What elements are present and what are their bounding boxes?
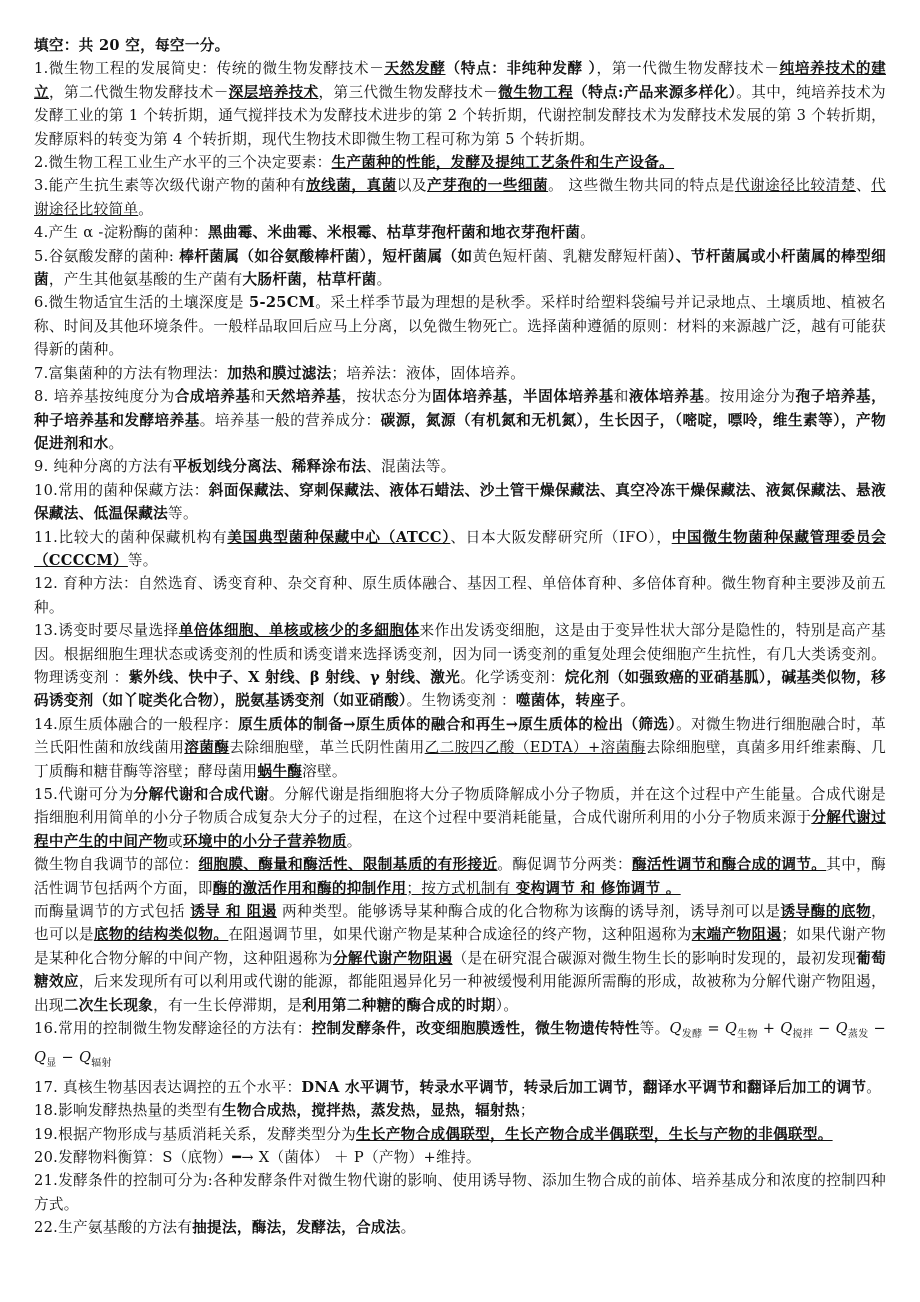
list-item bbox=[34, 291, 886, 361]
answer-text: 代谢途径比较清楚 bbox=[734, 177, 856, 195]
answer-text: 中国微生物菌种保藏管理委员会（CCCCM） bbox=[34, 528, 886, 569]
formula-subscript: 辐射 bbox=[91, 1058, 112, 1070]
item-text: 和 bbox=[613, 388, 629, 406]
item-text: 19.根据产物形成与基质消耗关系，发酵类型分为 bbox=[34, 1125, 356, 1143]
answer-text: 平板划线分离法、稀释涂布法 bbox=[172, 458, 367, 476]
answer-text: 葡萄糖效应 bbox=[34, 949, 886, 991]
answer-text: 诱导酶的底物 bbox=[780, 903, 872, 921]
list-item bbox=[34, 783, 886, 853]
item-text: 9. 纯种分离的方法有 bbox=[34, 458, 173, 476]
item-text: 其中，酶活性调节包括两个方面，即 bbox=[34, 856, 887, 897]
item-text: 。化学诱变剂： bbox=[460, 668, 565, 686]
list-item bbox=[34, 900, 886, 1017]
item-text: 。采土样季节最为理想的是秋季。采样时给塑料袋编号并记录地点、土壤质地、植被名称、时间及其他环境条件。一般样品取回后应马上分离，以免微生物死亡。选择菌种遵循的原则：材料的来源越广泛，越有可能获得新的菌种。 bbox=[34, 294, 886, 359]
item-text: 11.比较大的菌种保藏机构有 bbox=[34, 528, 228, 546]
item-text: ，按状态分为 bbox=[341, 388, 433, 406]
answer-text: 分解代谢产物阻遏 bbox=[332, 949, 453, 967]
item-text: 。其中，纯培养技术为发酵工业的第 1 个转折期，通气搅拌技术为发酵技术进步的第 2 个转折期，代谢控制发酵技术为发酵技术发展的第 3 个转折期，发酵原料的转变为第 4 个转折期，现代生物技术即微生物工程可称为第 5 个转折期。 bbox=[34, 83, 886, 148]
formula-symbol: Q bbox=[724, 1020, 738, 1038]
list-item bbox=[34, 1146, 886, 1169]
answer-text: 蜗牛酶 bbox=[257, 762, 303, 780]
item-text: ，也可以是 bbox=[34, 903, 886, 944]
item-text: 。 bbox=[400, 1219, 416, 1237]
item-text: 来作出发诱变细胞，这是由于变异性状大部分是隐性的，特别是高产基因。根据细胞生理状态或诱变剂的性质和诱变谱来选择诱变剂，因为同一诱变剂的重复处理会使细胞产生抗性，有几大类诱变剂。物理诱变剂 ： bbox=[34, 622, 886, 686]
item-list bbox=[34, 57, 886, 1239]
formula-symbol: Q bbox=[835, 1020, 848, 1038]
formula-symbol: Q bbox=[780, 1020, 793, 1038]
item-text: ，第一代微生物发酵技术－ bbox=[596, 60, 780, 78]
item-text: 5.谷氨酸发酵的菌种: bbox=[34, 247, 180, 265]
answer-text: 斜面保藏法、穿刺保藏法、液体石蜡法、沙土管干燥保藏法、真空冷冻干燥保藏法、液氮保藏法、悬液保藏法、低温保藏法 bbox=[34, 481, 886, 523]
item-text: （是在研究混合碳源对微生物生长的影响时发现的，最初发现 bbox=[452, 949, 857, 967]
list-item bbox=[34, 619, 886, 713]
item-text: 。 bbox=[620, 692, 636, 710]
item-text: 21.发酵条件的控制可分为:各种发酵条件对微生物代谢的影响、使用诱导物、添加生物合成的前体、培养基成分和浓度的控制四种方式。 bbox=[34, 1172, 886, 1213]
list-item bbox=[34, 455, 886, 478]
item-text: 3.能产生抗生素等次级代谢产物的菌种有 bbox=[34, 177, 306, 195]
answer-text: ； bbox=[406, 879, 422, 897]
formula-symbol: Q bbox=[669, 1020, 682, 1038]
item-text: 等。 bbox=[168, 505, 198, 523]
answer-text: 深层培养技术 bbox=[228, 83, 319, 101]
list-item bbox=[34, 526, 886, 573]
item-text: 22.生产氨基酸的方法有 bbox=[34, 1219, 193, 1237]
answer-text: 加热和膜过滤法 bbox=[227, 364, 332, 382]
list-item bbox=[34, 572, 886, 619]
item-text: ，后来发现所有可以利用或代谢的能源，都能阻遏异化另一种被缓慢利用能源所需酶的形成，故被称为分解代谢产物阻遏，出现 bbox=[34, 973, 886, 1014]
list-item bbox=[34, 221, 886, 244]
item-text: 。 bbox=[866, 1078, 882, 1096]
item-text: 和 bbox=[250, 388, 266, 406]
document-heading: 填空：共 20 空，每空一分。 bbox=[34, 37, 230, 54]
list-item bbox=[34, 151, 886, 174]
item-text: 黄色短杆菌、乳糖发酵短杆菌 bbox=[472, 247, 668, 265]
item-text: 7.富集菌种的方法有物理法： bbox=[34, 364, 228, 382]
answer-text: ）、节杆菌属或小杆菌属的棒型细菌 bbox=[34, 247, 887, 289]
item-text: 等。 bbox=[127, 551, 158, 569]
list-item bbox=[34, 1076, 886, 1099]
formula-operator: = bbox=[702, 1020, 725, 1038]
answer-text: 诱导 和 阻遏 bbox=[190, 903, 277, 921]
item-text: 、 bbox=[855, 177, 872, 195]
item-text: 等。 bbox=[639, 1020, 670, 1038]
answer-text: 孢子培养基，种子培养基和发酵培养基 bbox=[34, 388, 886, 429]
answer-text: 棒杆菌属（如谷氨酸棒杆菌），短杆菌属（如 bbox=[179, 247, 473, 265]
answer-text: 末端产物阻遏 bbox=[691, 926, 782, 944]
item-text: 13.诱变时要尽量选择 bbox=[34, 622, 179, 640]
formula-operator: − bbox=[56, 1049, 79, 1067]
answer-text: DNA 水平调节，转录水平调节，转录后加工调节，翻译水平调节和翻译后加工的调节 bbox=[301, 1078, 867, 1096]
item-text: ，第三代微生物发酵技术－ bbox=[318, 83, 499, 101]
list-item bbox=[34, 385, 886, 455]
item-text: 18.影响发酵热热量的类型有 bbox=[34, 1102, 222, 1120]
item-text: 微生物自我调节的部位： bbox=[34, 856, 199, 874]
answer-text: 变构调节 和 修饰调节 。 bbox=[515, 879, 681, 897]
answer-text: 代谢途径比较简单 bbox=[34, 177, 886, 218]
answer-text: 底物的结构类似物。 bbox=[93, 926, 229, 944]
formula-operator: + bbox=[757, 1020, 781, 1038]
list-item bbox=[34, 713, 886, 783]
item-text: 溶壁。 bbox=[302, 762, 347, 780]
answer-text: 天然发酵 bbox=[384, 60, 446, 78]
item-text: 2.微生物工程工业生产水平的三个决定要素： bbox=[34, 154, 332, 172]
answer-text: 溶菌酶 bbox=[184, 739, 230, 757]
item-text: 。按用途分为 bbox=[704, 388, 796, 406]
answer-text: 按方式机制有 bbox=[421, 879, 516, 897]
item-text: 在阻遏调节里，如果代谢产物是某种合成途径的终产物，这种阻遏称为 bbox=[228, 926, 692, 944]
list-item bbox=[34, 853, 886, 900]
item-text: 8. 培养基按纯度分为 bbox=[34, 388, 175, 406]
item-text: 或 bbox=[168, 832, 183, 850]
answer-text: 大肠杆菌，枯草杆菌 bbox=[242, 271, 377, 289]
answer-text: 细胞膜、酶量和酶活性、限制基质的有形接近 bbox=[198, 856, 498, 874]
item-text: 20.发酵物料衡算：S（底物）━→ X（菌体） ＋ P（产物）+维持。 bbox=[34, 1148, 481, 1166]
item-text: 1.微生物工程的发展简史：传统的微生物发酵技术－ bbox=[34, 60, 385, 78]
answer-text: 美国典型菌种保藏中心（ATCC） bbox=[227, 528, 451, 546]
answer-text: 固体培养基，半固体培养基 bbox=[432, 388, 614, 406]
formula-subscript: 搅拌 bbox=[792, 1028, 814, 1040]
list-item bbox=[34, 479, 886, 526]
answer-text: 5-25CM bbox=[249, 294, 316, 312]
answer-text: 分解代谢和合成代谢 bbox=[133, 786, 270, 803]
answer-text: 烷化剂（如强致癌的亚硝基胍），碱基类似物，移码诱变剂（如丫啶类化合物），脱氨基诱变剂（如亚硝酸） bbox=[34, 668, 886, 710]
answer-text: （特点:产品来源多样化） bbox=[573, 83, 737, 101]
item-text: 17. 真核生物基因表达调控的五个水平： bbox=[34, 1078, 302, 1096]
list-item bbox=[34, 1216, 886, 1239]
item-text: ）。 bbox=[495, 996, 519, 1014]
item-text: 。生物诱变剂 ： bbox=[406, 692, 516, 710]
item-text: 。 bbox=[138, 200, 154, 218]
answer-text: 利用第二种糖的酶合成的时期 bbox=[302, 996, 496, 1014]
item-text: ，第二代微生物发酵技术－ bbox=[48, 83, 229, 101]
list-item bbox=[34, 1169, 886, 1216]
list-item bbox=[34, 362, 886, 385]
answer-text: 生物合成热，搅拌热，蒸发热，显热，辐射热 bbox=[221, 1102, 520, 1120]
answer-text: 分解代谢过程中产生的中间产物 bbox=[34, 809, 886, 850]
item-text: 两种类型。能够诱导某种酶合成的化合物称为该酶的诱导剂，诱导剂可以是 bbox=[276, 903, 781, 921]
answer-text: （特点：非纯种发酵 ） bbox=[445, 60, 597, 78]
item-text: 。酶促调节分两类： bbox=[497, 856, 632, 874]
item-text: 12. 育种方法：自然选育、诱变育种、杂交育种、原生质体融合、基因工程、单倍体育种、多倍体育种。微生物育种主要涉及前五种。 bbox=[34, 575, 886, 616]
item-text: 14.原生质体融合的一般程序： bbox=[34, 715, 239, 733]
answer-text: 噬菌体，转座子 bbox=[515, 692, 621, 710]
item-text: ；培养法：液体，固体培养。 bbox=[331, 364, 526, 382]
answer-text: 产芽孢的一些细菌 bbox=[427, 177, 549, 195]
answer-text: 生产菌种的性能，发酵及提纯工艺条件和生产设备。 bbox=[331, 154, 675, 172]
item-text: 去除细胞壁，真菌多用纤维素酶、几丁质酶和糖苷酶等溶壁；酵母菌用 bbox=[34, 739, 886, 780]
answer-text: 紫外线、快中子、X 射线、β 射线、γ 射线、激光 bbox=[128, 668, 461, 686]
answer-text: 碳源，氮源（有机氮和无机氮），生长因子，（嘧啶，嘌呤，维生素等），产物促进剂和水 bbox=[34, 411, 886, 452]
answer-text: 抽提法，酶法，发酵法，合成法 bbox=[192, 1219, 401, 1237]
item-text: 、混菌法等。 bbox=[366, 458, 456, 476]
answer-text: 黑曲霉、米曲霉、米根霉、枯草芽孢杆菌和地衣芽孢杆菌 bbox=[207, 224, 581, 242]
item-text: ；如果代谢产物是某种化合物分解的中间产物，这种阻遏称为 bbox=[34, 926, 886, 967]
list-item bbox=[34, 1123, 886, 1146]
formula-symbol: Q bbox=[78, 1049, 92, 1067]
answer-text: 生长产物合成偶联型，生长产物合成半偶联型，生长与产物的非偶联型。 bbox=[356, 1125, 833, 1143]
item-text: 6.微生物适宜生活的土壤深度是 bbox=[34, 294, 250, 312]
answer-text: 液体培养基 bbox=[628, 388, 705, 406]
item-text: 。 bbox=[580, 224, 596, 242]
item-text: 10.常用的菌种保藏方法： bbox=[34, 481, 209, 499]
answer-text: 酶活性调节和酶合成的调节。 bbox=[631, 856, 827, 874]
item-text: 去除细胞壁，革兰氏阴性菌用 bbox=[229, 739, 425, 757]
item-text: 、日本大阪发酵研究所（IFO）， bbox=[450, 528, 672, 546]
answer-text: 环境中的小分子营养物质 bbox=[182, 832, 347, 850]
item-text: 。培养基一般的营养成分： bbox=[199, 411, 381, 429]
item-text: 而酶量调节的方式包括 bbox=[34, 903, 191, 921]
item-text: 。 这些微生物共同的特点是 bbox=[548, 177, 735, 195]
item-text: 4.产生 α -淀粉酶的菌种： bbox=[34, 224, 208, 242]
item-text: 。 bbox=[108, 434, 124, 452]
answer-text: 天然培养基 bbox=[265, 388, 342, 406]
item-text: 。对微生物进行细胞融合时，革兰氏阳性菌和放线菌用 bbox=[34, 715, 886, 757]
answer-text: 乙二胺四乙酸（EDTA）+溶菌酶 bbox=[424, 739, 646, 757]
answer-text: 合成培养基 bbox=[174, 388, 251, 406]
formula-subscript: 发酵 bbox=[681, 1028, 703, 1040]
formula-subscript: 蒸发 bbox=[847, 1028, 869, 1040]
formula-subscript: 生物 bbox=[737, 1028, 758, 1040]
item-text: ，有一生长停滞期，是 bbox=[153, 996, 303, 1014]
answer-text: 控制发酵条件，改变细胞膜透性，微生物遗传特性 bbox=[311, 1020, 640, 1038]
formula-subscript: 显 bbox=[46, 1058, 57, 1070]
formula-operator: − bbox=[813, 1020, 836, 1038]
item-text: 以及 bbox=[396, 177, 428, 195]
list-item bbox=[34, 245, 886, 292]
item-text: ，产生其他氨基酸的生产菌有 bbox=[48, 271, 243, 289]
answer-text: 放线菌，真菌 bbox=[306, 177, 397, 195]
formula-operator: − bbox=[868, 1020, 887, 1038]
answer-text: 酶的激活作用和酶的抑制作用 bbox=[212, 879, 407, 897]
item-text: 15.代谢可分为 bbox=[34, 786, 134, 803]
item-text: 。 bbox=[346, 832, 362, 850]
list-item bbox=[34, 57, 886, 151]
answer-text: 纯培养技术的建立 bbox=[34, 60, 886, 101]
item-text: ； bbox=[519, 1102, 535, 1120]
formula-symbol: Q bbox=[34, 1049, 47, 1067]
answer-text: 原生质体的制备→原生质体的融合和再生→原生质体的检出（筛选） bbox=[238, 715, 677, 733]
item-text: 。分解代谢是指细胞将大分子物质降解成小分子物质，并在这个过程中产生能量。合成代谢是指细胞利用简单的小分子物质合成复杂大分子的过程，在这个过程中要消耗能量，合成代谢所利用的小分子物质来源于 bbox=[34, 786, 887, 827]
list-item bbox=[34, 1099, 886, 1122]
answer-text: 微生物工程 bbox=[498, 83, 574, 101]
item-text: 16.常用的控制微生物发酵途径的方法有： bbox=[34, 1020, 312, 1038]
answer-text: 二次生长现象 bbox=[63, 996, 154, 1014]
item-text: 。 bbox=[376, 271, 392, 289]
list-item bbox=[34, 1017, 886, 1076]
answer-text: 单倍体细胞、单核或核少的多細胞体 bbox=[178, 622, 420, 640]
list-item bbox=[34, 174, 886, 221]
